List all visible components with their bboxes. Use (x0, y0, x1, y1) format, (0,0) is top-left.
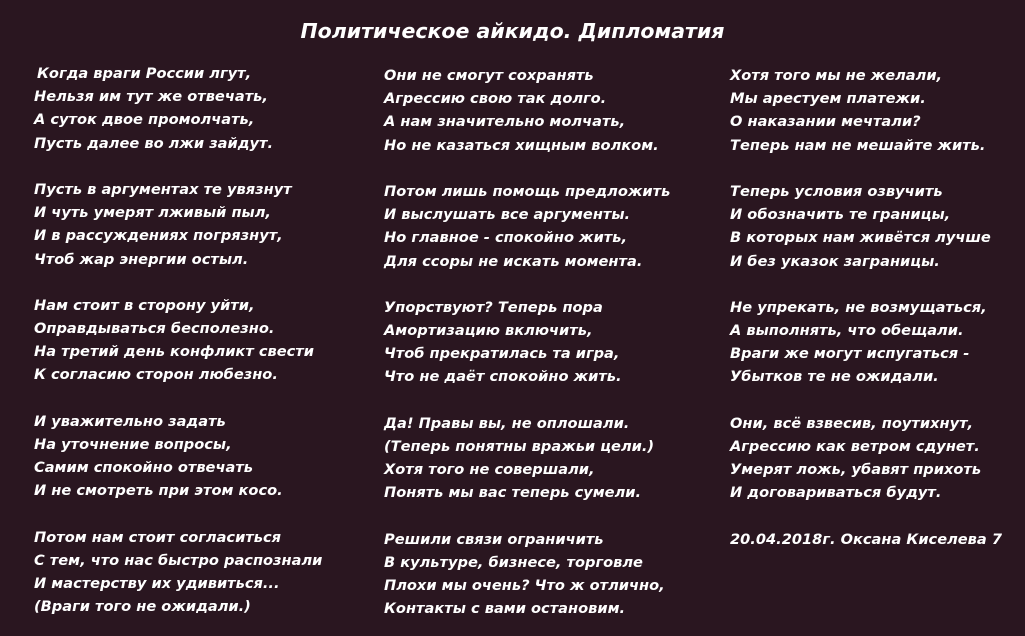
poem-line: С тем, что нас быстро распознали (34, 551, 323, 569)
poem-line: И чуть умерят лживый пыл, (34, 204, 271, 222)
poem-line: А суток двое промолчать, (34, 111, 255, 129)
stanza (384, 528, 670, 621)
stanza (384, 64, 670, 157)
poem-line: (Теперь понятны вражьи цели.) (384, 438, 655, 455)
poem-line: Потом лишь помощь предложить (384, 182, 671, 200)
poem-line: Теперь условия озвучить (730, 182, 943, 200)
poem-line: Убытков те не ожидали. (730, 368, 939, 386)
poem-line: Контакты с вами остановим. (384, 600, 626, 618)
signature-block (730, 528, 1002, 551)
poem-line: Решили связи ограничить (384, 530, 604, 548)
poem-line: И мастерству их удивиться... (34, 575, 280, 593)
stanza (384, 412, 670, 505)
poem-line: Они не смогут сохранять (384, 67, 594, 84)
poem-column-2 (384, 64, 670, 621)
poem-line: На уточнение вопросы, (34, 436, 232, 453)
poem-line: Агрессию свою так долго. (384, 90, 607, 108)
stanza (730, 412, 1002, 505)
poem-line: Враги же могут испугаться - (730, 345, 970, 363)
poem-line: Чтоб жар энергии остыл. (34, 250, 249, 268)
poem-line: Нам стоит в сторону уйти, (34, 296, 255, 314)
poem-line: Они, всё взвесив, поутихнут, (730, 414, 974, 432)
poem-line: Когда враги России лгут, (37, 65, 252, 82)
poem-line: (Враги того не ожидали.) (34, 598, 251, 616)
poem-line: Агрессию как ветром сдунет. (730, 438, 980, 455)
stanza (34, 62, 322, 155)
stanza (34, 410, 322, 503)
poem-line: И договариваться будут. (730, 484, 942, 502)
stanza (34, 178, 322, 271)
stanza (730, 180, 1002, 273)
poem-line: И без указок заграницы. (730, 252, 940, 270)
poem-line: Мы арестуем платежи. (730, 90, 926, 108)
poem-line: В культуре, бизнесе, торговле (384, 553, 643, 571)
poem-line: И не смотреть при этом косо. (34, 482, 283, 500)
stanza (34, 294, 322, 387)
poem-line: Умерят ложь, убавят прихоть (730, 461, 982, 479)
poem-line: К согласию сторон любезно. (34, 366, 278, 384)
poem-line: Самим спокойно отвечать (34, 459, 253, 477)
poem-line: А выполнять, что обещали. (730, 322, 964, 340)
poem-line: Упорствуют? Теперь пора (384, 298, 603, 316)
poem-line: Не упрекать, не возмущаться, (730, 298, 987, 316)
poem-line: Пусть в аргументах те увязнут (34, 180, 292, 198)
stanza (730, 296, 1002, 389)
poem-column-1 (34, 62, 322, 619)
poem-line: Но не казаться хищным волком. (384, 136, 659, 154)
poem-line: И уважительно задать (34, 412, 226, 430)
poem-line: Амортизацию включить, (384, 322, 593, 340)
poem-line: О наказании мечтали? (730, 113, 921, 131)
poem-line: В которых нам живётся лучше (730, 229, 991, 247)
stanza (34, 526, 322, 619)
poem-line: Потом нам стоит согласиться (34, 528, 281, 546)
poem-line: Пусть далее во лжи зайдут. (34, 134, 274, 152)
poem-title: Политическое айкидо. Дипломатия (300, 19, 725, 43)
poem-line: Да! Правы вы, не оплошали. (384, 414, 630, 432)
poem-column-3 (730, 64, 1002, 551)
poem-line: Теперь нам не мешайте жить. (730, 136, 986, 154)
poem-line: Для ссоры не искать момента. (384, 252, 643, 270)
poem-line: Оправдываться бесполезно. (34, 320, 275, 338)
author-signature: 20.04.2018г. Оксана Киселева 7 (730, 530, 1003, 548)
poem-line: Чтоб прекратилась та игра, (384, 345, 620, 363)
poem-line: На третий день конфликт свести (34, 343, 314, 361)
poem-line: Плохи мы очень? Что ж отлично, (384, 577, 665, 595)
poem-line: И обозначить те границы, (730, 206, 951, 224)
stanza (730, 64, 1002, 157)
poem-line: Но главное - спокойно жить, (384, 229, 628, 247)
poem-line: И в рассуждениях погрязнут, (34, 227, 283, 245)
stanza (384, 296, 670, 389)
poem-line: И выслушать все аргументы. (384, 206, 631, 224)
poem-line: Хотя того мы не желали, (730, 67, 943, 84)
poem-line: Что не даёт спокойно жить. (384, 368, 622, 386)
stanza (384, 180, 670, 273)
poem-line: Нельзя им тут же отвечать, (34, 88, 268, 106)
poem-line: А нам значительно молчать, (384, 113, 626, 131)
poem-line: Хотя того не совершали, (384, 461, 595, 479)
poem-line: Понять мы вас теперь сумели. (384, 484, 642, 502)
